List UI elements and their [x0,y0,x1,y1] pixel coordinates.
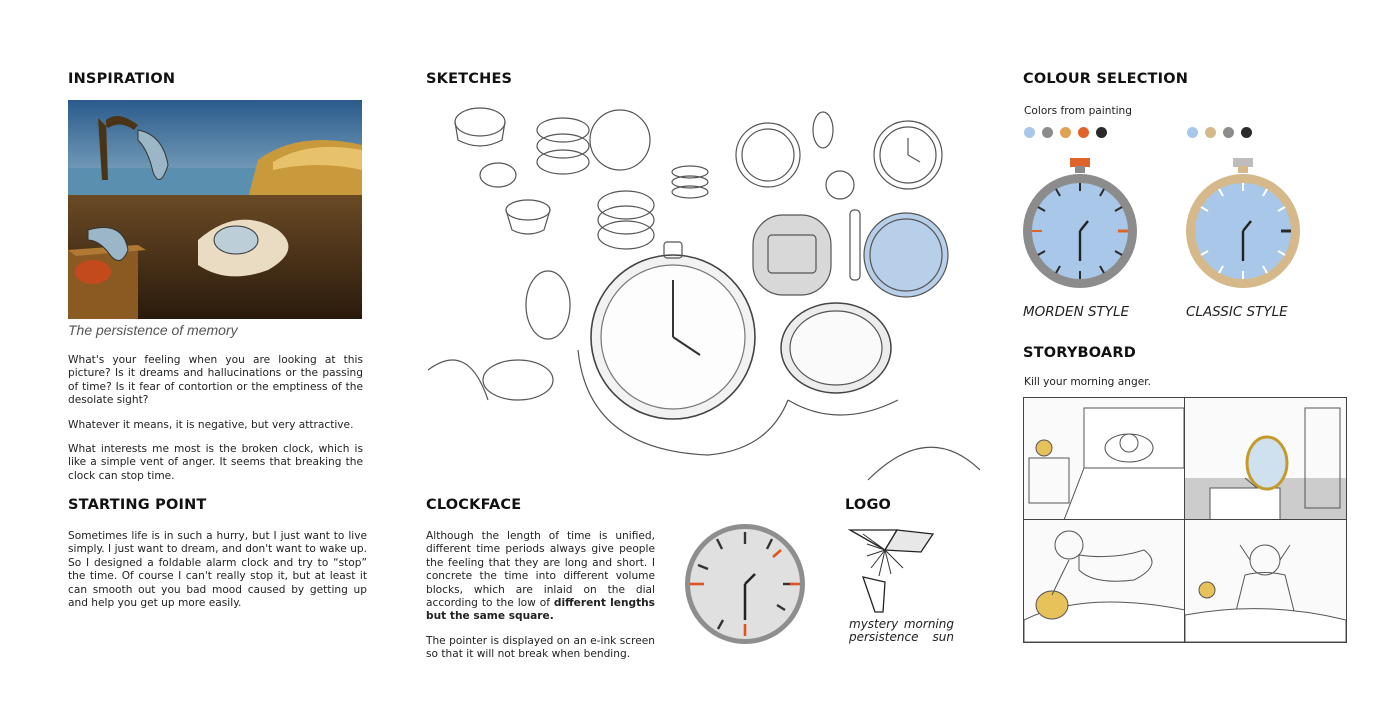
storyboard-subtitle: Kill your morning anger. [1024,376,1151,388]
logo-word-mystery: mystery [849,617,899,631]
storyboard-heading: STORYBOARD [1023,345,1136,361]
swatch-grey [1042,127,1053,138]
swatch-amber [1060,127,1071,138]
sketches-illustration [428,100,980,485]
persistence-of-memory-painting [68,100,362,319]
swatch-orange [1078,127,1089,138]
swatch-tan [1205,127,1216,138]
logo-tagline-line-2 [849,630,954,644]
sketches-heading: SKETCHES [426,71,513,87]
storyboard-panel-1 [1023,397,1186,521]
classic-style-label: CLASSIC STYLE [1186,304,1288,320]
clockface-paragraph-1-bold: different lengths but the same square. [426,597,655,623]
logo-word-morning: morning [903,617,954,631]
inspiration-paragraph-3: What interests me most is the broken clock, which is like a simple vent of anger. It seems that breaking the clock can stop time. [68,443,363,482]
swatch-light-blue [1187,127,1198,138]
clockface-dial [683,522,807,646]
modern-style-label: MORDEN STYLE [1023,304,1130,320]
colour-selection-heading: COLOUR SELECTION [1023,71,1189,87]
clockface-text [426,530,655,673]
inspiration-text [68,354,363,494]
clockface-paragraph-1: Although the length of time is unified, different time periods always give people the feeling that they are long and short. I concrete the time into different volume blocks, which are inlaid on the dial according to the low of [426,530,655,610]
logo-heading: LOGO [845,497,892,513]
storyboard-panel-3 [1023,519,1186,643]
classic-swatch-row [1187,125,1259,143]
storyboard-panel-4 [1184,519,1347,643]
swatch-black [1096,127,1107,138]
modern-style-clock [1022,155,1138,290]
inspiration-paragraph-1: What's your feeling when you are looking at this picture? Is it dreams and hallucinations or the passing of time? Is it fear of contortion or the emptiness of the desolate sight? [68,354,363,407]
modern-swatch-row [1024,125,1114,143]
inspiration-paragraph-2: Whatever it means, it is negative, but very attractive. [68,418,354,431]
logo-mark [845,522,937,616]
classic-style-clock [1185,155,1301,290]
painting-caption: The persistence of memory [68,322,238,338]
inspiration-heading: INSPIRATION [68,71,176,87]
swatch-grey [1223,127,1234,138]
starting-point-heading: STARTING POINT [68,497,207,513]
storyboard-panel-2 [1184,397,1347,521]
swatch-black [1241,127,1252,138]
logo-tagline-line-1 [849,617,954,631]
swatch-light-blue [1024,127,1035,138]
clockface-heading: CLOCKFACE [426,497,522,513]
colour-selection-subtitle: Colors from painting [1024,105,1132,117]
starting-point-text: Sometimes life is in such a hurry, but I just want to live simply. I just want to dream, and don't want to wake up. So I designed a foldable alarm clock and try to “stop” the time. Of course I can't really stop it, but at least it can smooth out you bad mood caused by getting up and help you get up more easily. [68,530,367,610]
clockface-paragraph-2: The pointer is displayed on an e-ink screen so that it will not break when bending. [426,634,655,661]
logo-word-sun: sun [932,630,954,644]
logo-word-persistence: persistence [849,630,919,644]
